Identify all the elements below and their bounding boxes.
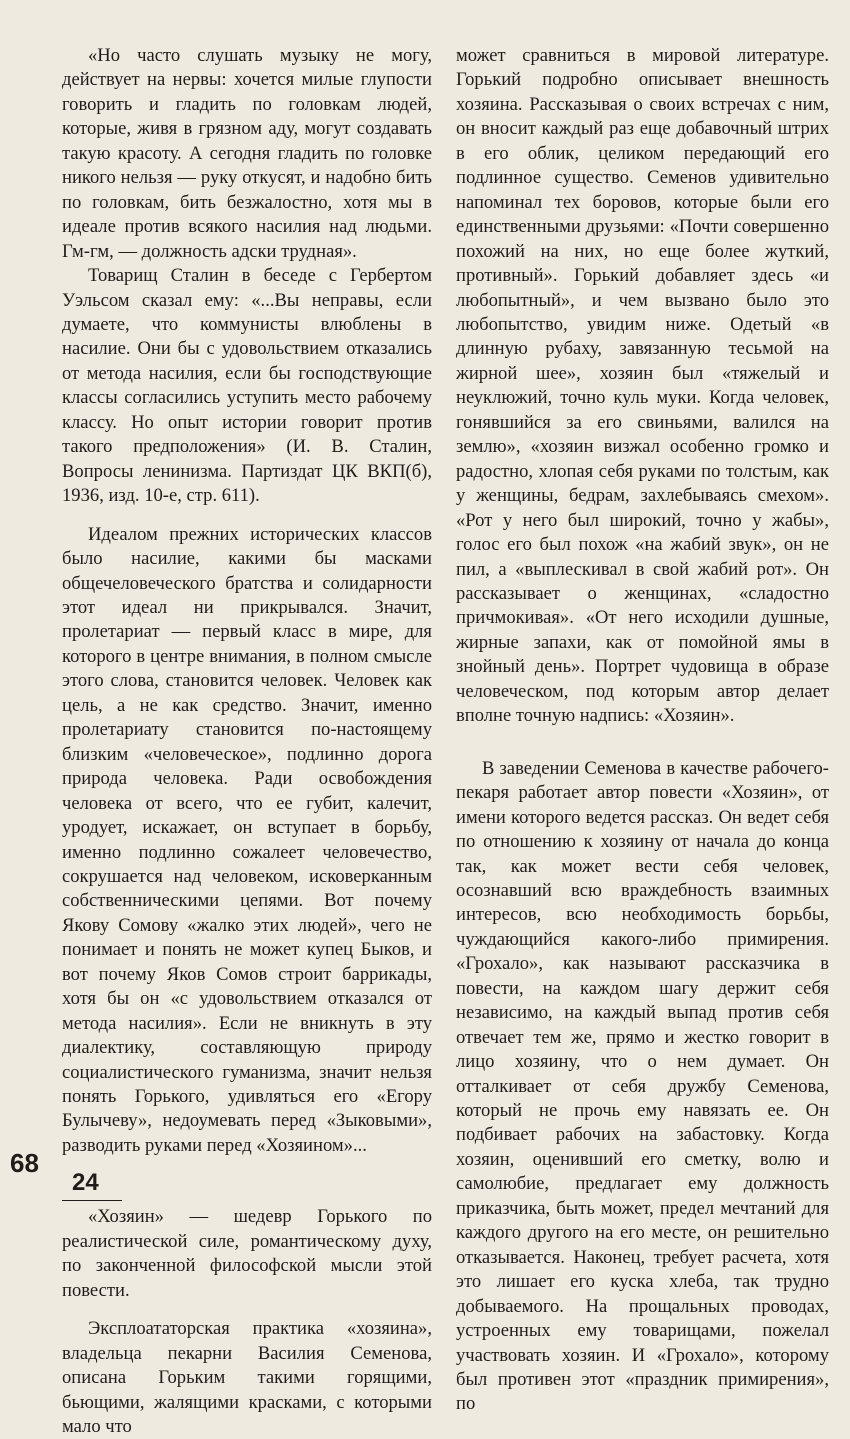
right-column [456, 44, 829, 1417]
paragraph: Товарищ Сталин в беседе с Гербертом Уэльсом сказал ему: «...Вы неправы, если думаете, что коммунисты влюблены в насилие. Они бы с удовольствием отказались от метода насилия, если бы господствующие классы согласились уступить место рабочему классу. Но опыт истории говорит против такого предположения» (И. В. Сталин, Вопросы ленинизма. Партиздат ЦК ВКП(б), 1936, изд. 10-е, стр. 611). [62, 265, 432, 507]
footnote-marker: 24 [72, 1169, 99, 1197]
paragraph: может сравниться в мировой литературе. Горький подробно описывает внешность хозяина. Рассказывая о своих встречах с ним, он вносит каждый раз еще добавочный штрих в его облик, целиком передающий его подлинное существо. Семенов удивительно напоминал тех боровов, которые были его единственными друзьями: «Почти совершенно похожий на них, но еще более жуткий, противный». Горький добавляет здесь «и любопытный», и чем вызвано было это любопытство, увидим ниже. Одетый «в длинную рубаху, завязанную тесьмой на жирной шее», хозяин был «тяжелый и неуклюжий, точно куль муки. Когда человек, гонявшийся за его свиньями, валился на землю», «хозяин визжал особенно громко и радостно, хлопая себя руками по толстым, как у женщины, бедрам, захлебываясь смехом». «Рот у него был широкий, точно у жабы», голос его был похож «на жабий звук», он не пил, а «выплескивал в свой жабий рот». Он рассказывает о женщинах, «сладостно причмокивая». «От него исходили душные, жирные запахи, как от помойной ямы в знойный день». Портрет чудовища в образе человеческом, под которым автор делает вполне точную надпись: «Хозяин». [456, 45, 829, 727]
paragraph: Идеалом прежних исторических классов было насилие, какими бы масками общечеловеческого братства и солидарности этот идеал ни прикрывался. Значит, пролетариат — первый класс в мире, для которого в центре внимания, в полном смысле этого слова, становится человек. Человек как цель, а не как средство. Значит, именно пролетариату становится по-настоящему близким «человеческое», подлинно дорога природа человека. Ради освобождения человека от всего, что ее губит, калечит, уродует, искажает, он вступает в борьбу, именно подлинно сожалеет человечество, сокрушается над человеком, исковерканным собственническими цепями. Вот почему Якову Сомову «жалко этих людей», чего не понимает и понять не может купец Быков, и вот почему Яков Сомов строит баррикады, хотя бы он «с удовольствием отказался от метода насилия». Если не вникнуть в эту диалектику, составляющую природу социалистического гуманизма, значит нельзя понять Горького, удивляться его «Егору Булычеву», недоумевать перед «Зыковыми», разводить руками перед «Хозяином»... [62, 523, 432, 1156]
footnote-rule [62, 1200, 122, 1201]
page-number: 68 [10, 1148, 39, 1178]
paragraph: «Но часто слушать музыку не могу, действует на нервы: хочется милые глупости говорить и гладить по головкам людей, которые, живя в грязном аду, могут создавать такую красоту. А сегодня гладить по головке никого нельзя — руку откусят, и надобно бить по головкам, бить безжалостно, хотя мы в идеале против всякого насилия над людьми. Гм-гм, — должность адски трудная». [62, 45, 432, 262]
paragraph: Эксплоататорская практика «хозяина», владельца пекарни Василия Семенова, описана Горьким такими горящими, бьющими, жалящими красками, с которыми мало что [62, 1318, 432, 1438]
paragraph: В заведении Семенова в качестве рабочего-пекаря работает автор повести «Хозяин», от имени которого ведется рассказ. Он ведет себя по отношению к хозяину от начала до конца так, как может вести себя человек, осознавший всю враждебность взаимных интересов, всю необходимость борьбы, чуждающийся какого-либо примирения. «Грохало», как называют рассказчика в повести, на каждом шагу держит себя независимо, на каждый выпад против себя отвечает тем же, прямо и жестко говорит в лицо хозяину, что о нем думает. Он отталкивает от себя дружбу Семенова, который не прочь ему навязать ее. Он подбивает рабочих на забастовку. Когда хозяин, оценивший его сметку, волю и самолюбие, предлагает ему должность приказчика, быть может, предел мечтаний для каждого другого на его месте, он решительно отказывается. Наконец, требует расчета, хотя это лишает его куска хлеба, так трудно добываемого. На прощальных проводах, устроенных ему товарищами, пожелал участвовать хозяин. И «Грохало», которому был противен этот «праздник примирения», по [456, 757, 829, 1415]
left-column [62, 44, 432, 1439]
paragraph: «Хозяин» — шедевр Горького по реалистической силе, романтическому духу, по законченной философской мысли этой повести. [62, 1206, 432, 1301]
